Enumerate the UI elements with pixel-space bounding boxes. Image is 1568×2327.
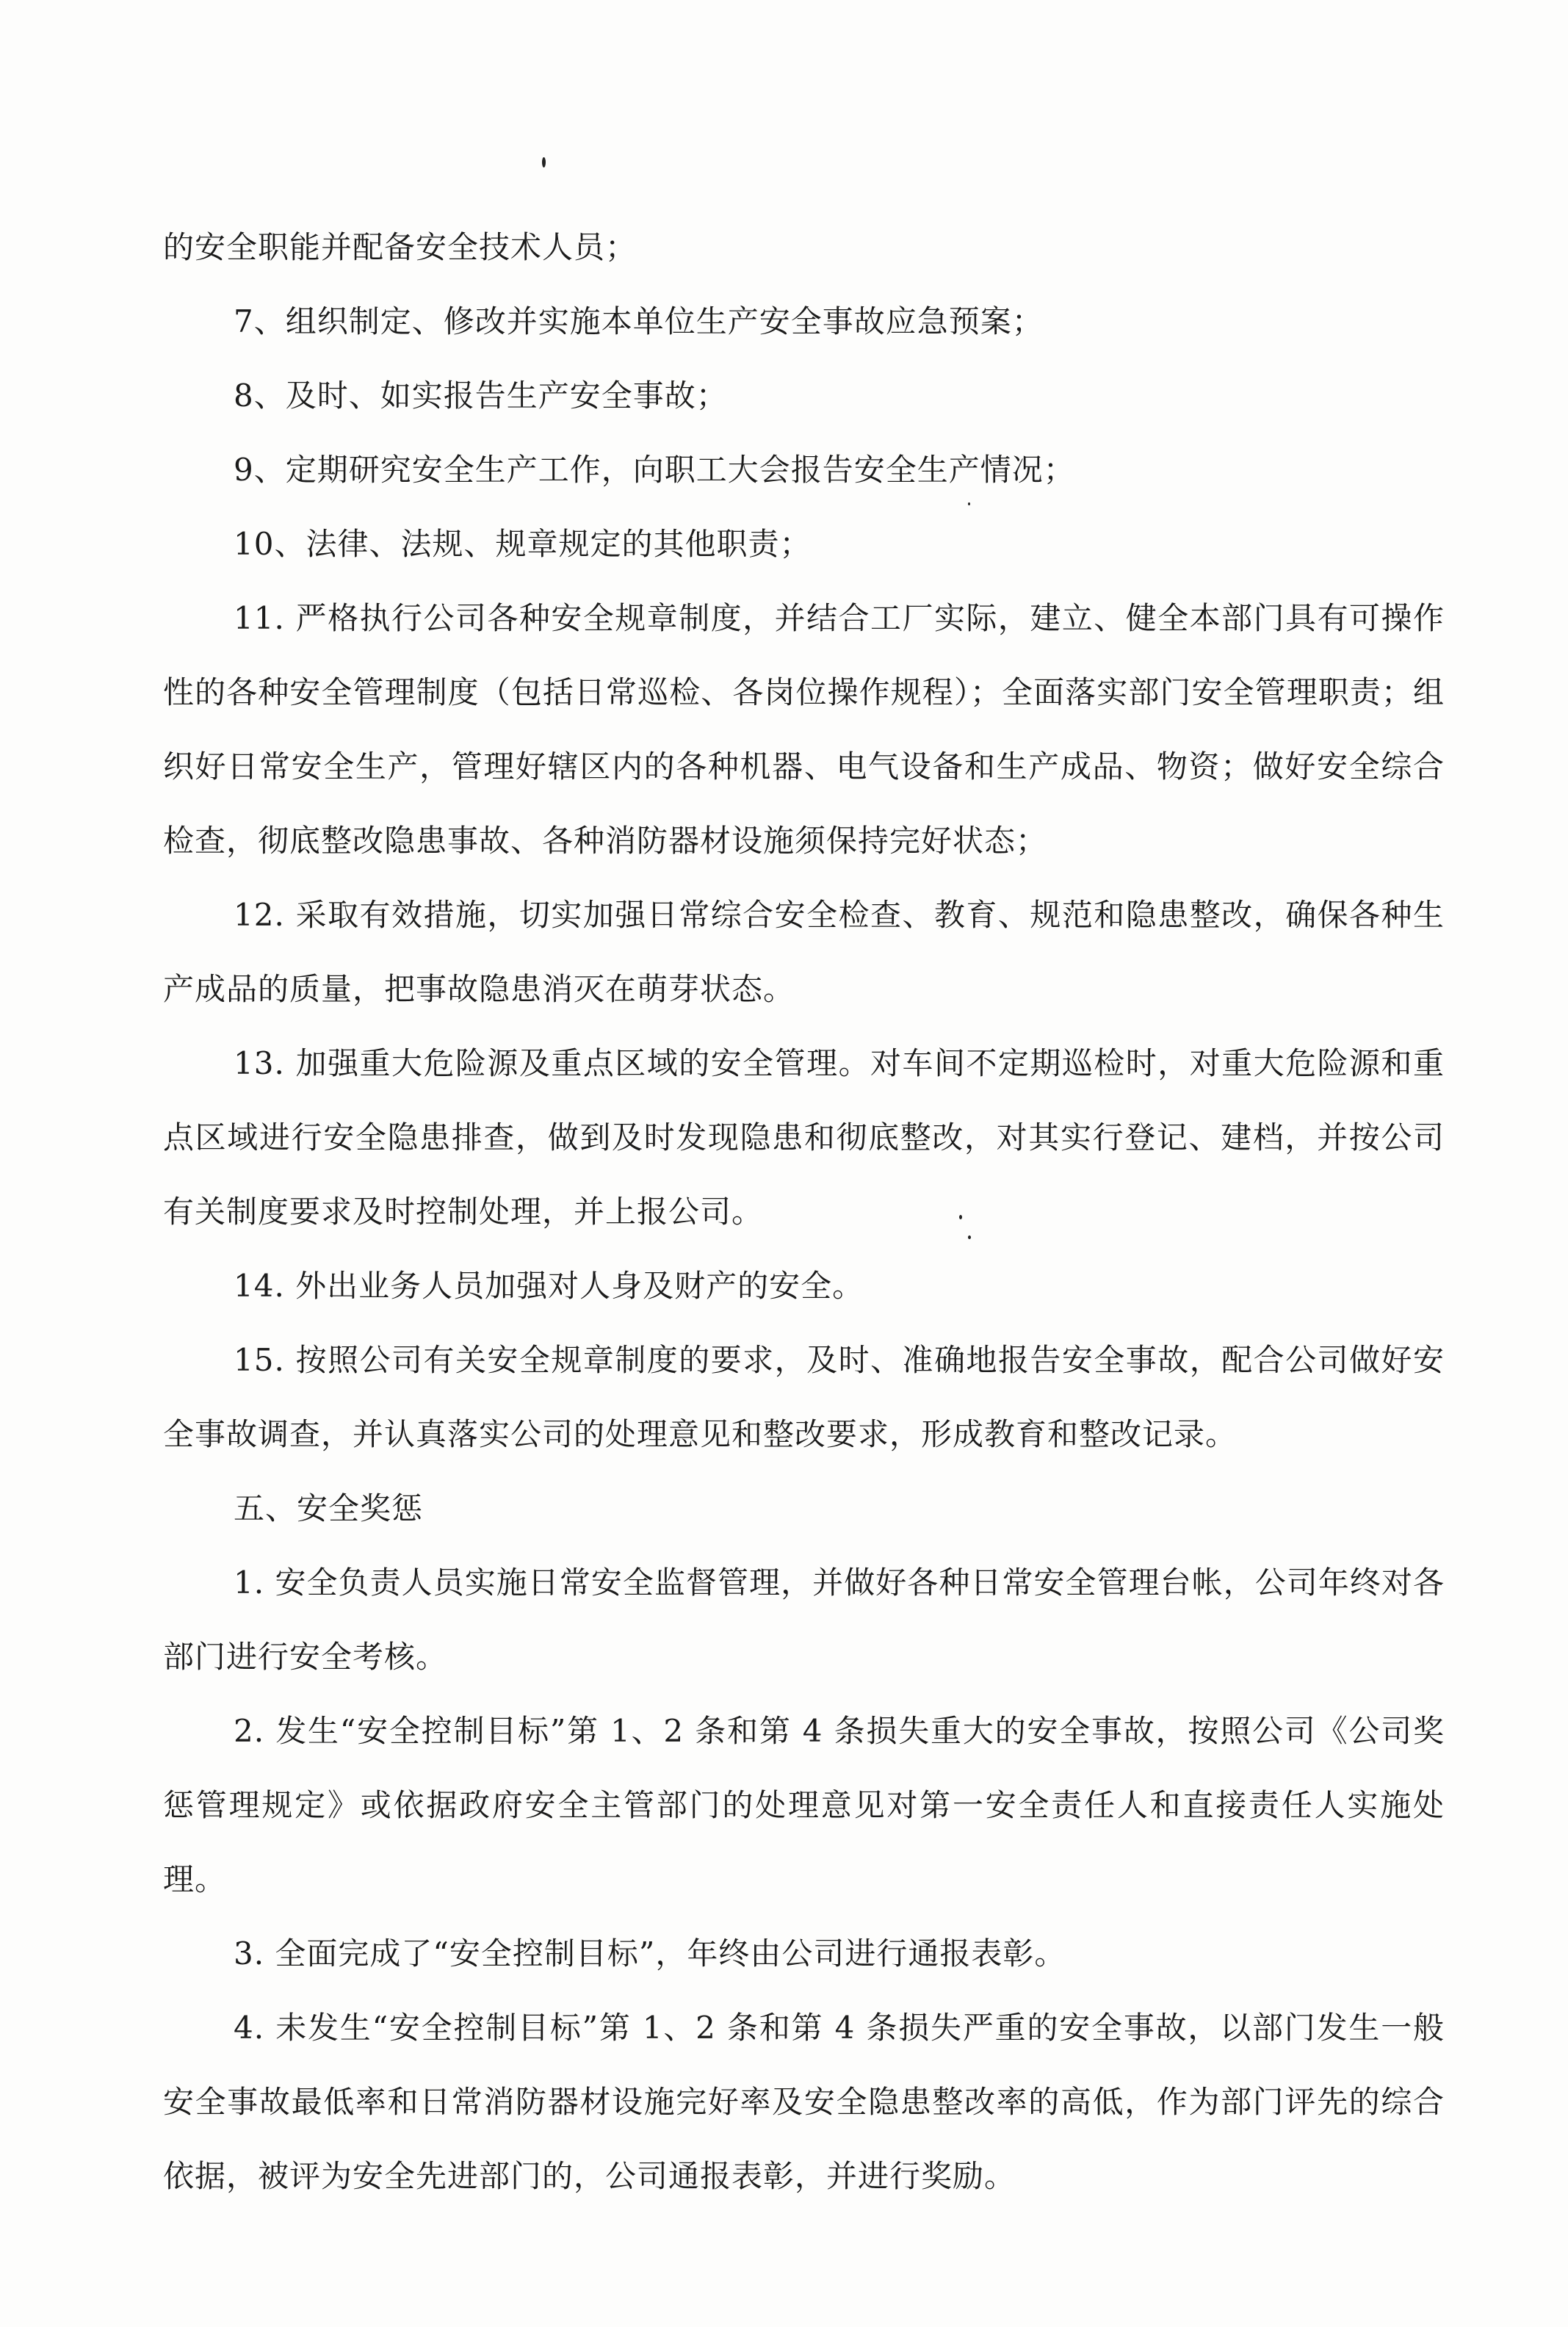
- paragraph-item-10: 10、法律、法规、规章规定的其他职责；: [234, 526, 812, 562]
- paragraph-item-8: 8、及时、如实报告生产安全事故；: [234, 378, 728, 414]
- paragraph-reward-1: 1. 安全负责人员实施日常安全监督管理，并做好各种日常安全管理台帐，公司年终对各部门进行安全考核。: [163, 1565, 1445, 1675]
- paragraph-item-13: 13. 加强重大危险源及重点区域的安全管理。对车间不定期巡检时，对重大危险源和重点区域进行安全隐患排查，做到及时发现隐患和彻底整改，对其实行登记、建档，并按公司有关制度要求及时控制处理，并上报公司。: [163, 1045, 1445, 1230]
- section-heading-rewards: 五、安全奖惩: [234, 1490, 424, 1526]
- paragraph-item-15: 15. 按照公司有关安全规章制度的要求，及时、准确地报告安全事故，配合公司做好安全事故调查，并认真落实公司的处理意见和整改要求，形成教育和整改记录。: [163, 1342, 1445, 1452]
- paragraph-reward-4: 4. 未发生“安全控制目标”第 1、2 条和第 4 条损失严重的安全事故，以部门发生一般安全事故最低率和日常消防器材设施完好率及安全隐患整改率的高低，作为部门评先的综合依据，被评为安全先进部门的，公司通报表彰，并进行奖励。: [163, 2010, 1445, 2194]
- paragraph-item-9: 9、定期研究安全生产工作，向职工大会报告安全生产情况；: [234, 452, 1075, 488]
- paragraph-reward-2: 2. 发生“安全控制目标”第 1、2 条和第 4 条损失重大的安全事故，按照公司《公司奖惩管理规定》或依据政府安全主管部门的处理意见对第一安全责任人和直接责任人实施处理。: [163, 1713, 1445, 1897]
- paragraph-continued: 的安全职能并配备安全技术人员；: [163, 229, 637, 265]
- paragraph-item-7: 7、组织制定、修改并实施本单位生产安全事故应急预案；: [234, 303, 1044, 339]
- paragraph-item-11: 11. 严格执行公司各种安全规章制度，并结合工厂实际，建立、健全本部门具有可操作性的各种安全管理制度（包括日常巡检、各岗位操作规程）；全面落实部门安全管理职责；组织好日常安全生产，管理好辖区内的各种机器、电气设备和生产成品、物资；做好安全综合检查，彻底整改隐患事故、各种消防器材设施须保持完好状态；: [163, 600, 1445, 859]
- paragraph-item-12: 12. 采取有效措施，切实加强日常综合安全检查、教育、规范和隐患整改，确保各种生产成品的质量，把事故隐患消灭在萌芽状态。: [163, 897, 1445, 1007]
- document-body: [163, 210, 1445, 2213]
- paragraph-reward-3: 3. 全面完成了“安全控制目标”，年终由公司进行通报表彰。: [234, 1935, 1066, 1971]
- scan-speck: [542, 157, 546, 167]
- paragraph-item-14: 14. 外出业务人员加强对人身及财产的安全。: [234, 1268, 864, 1304]
